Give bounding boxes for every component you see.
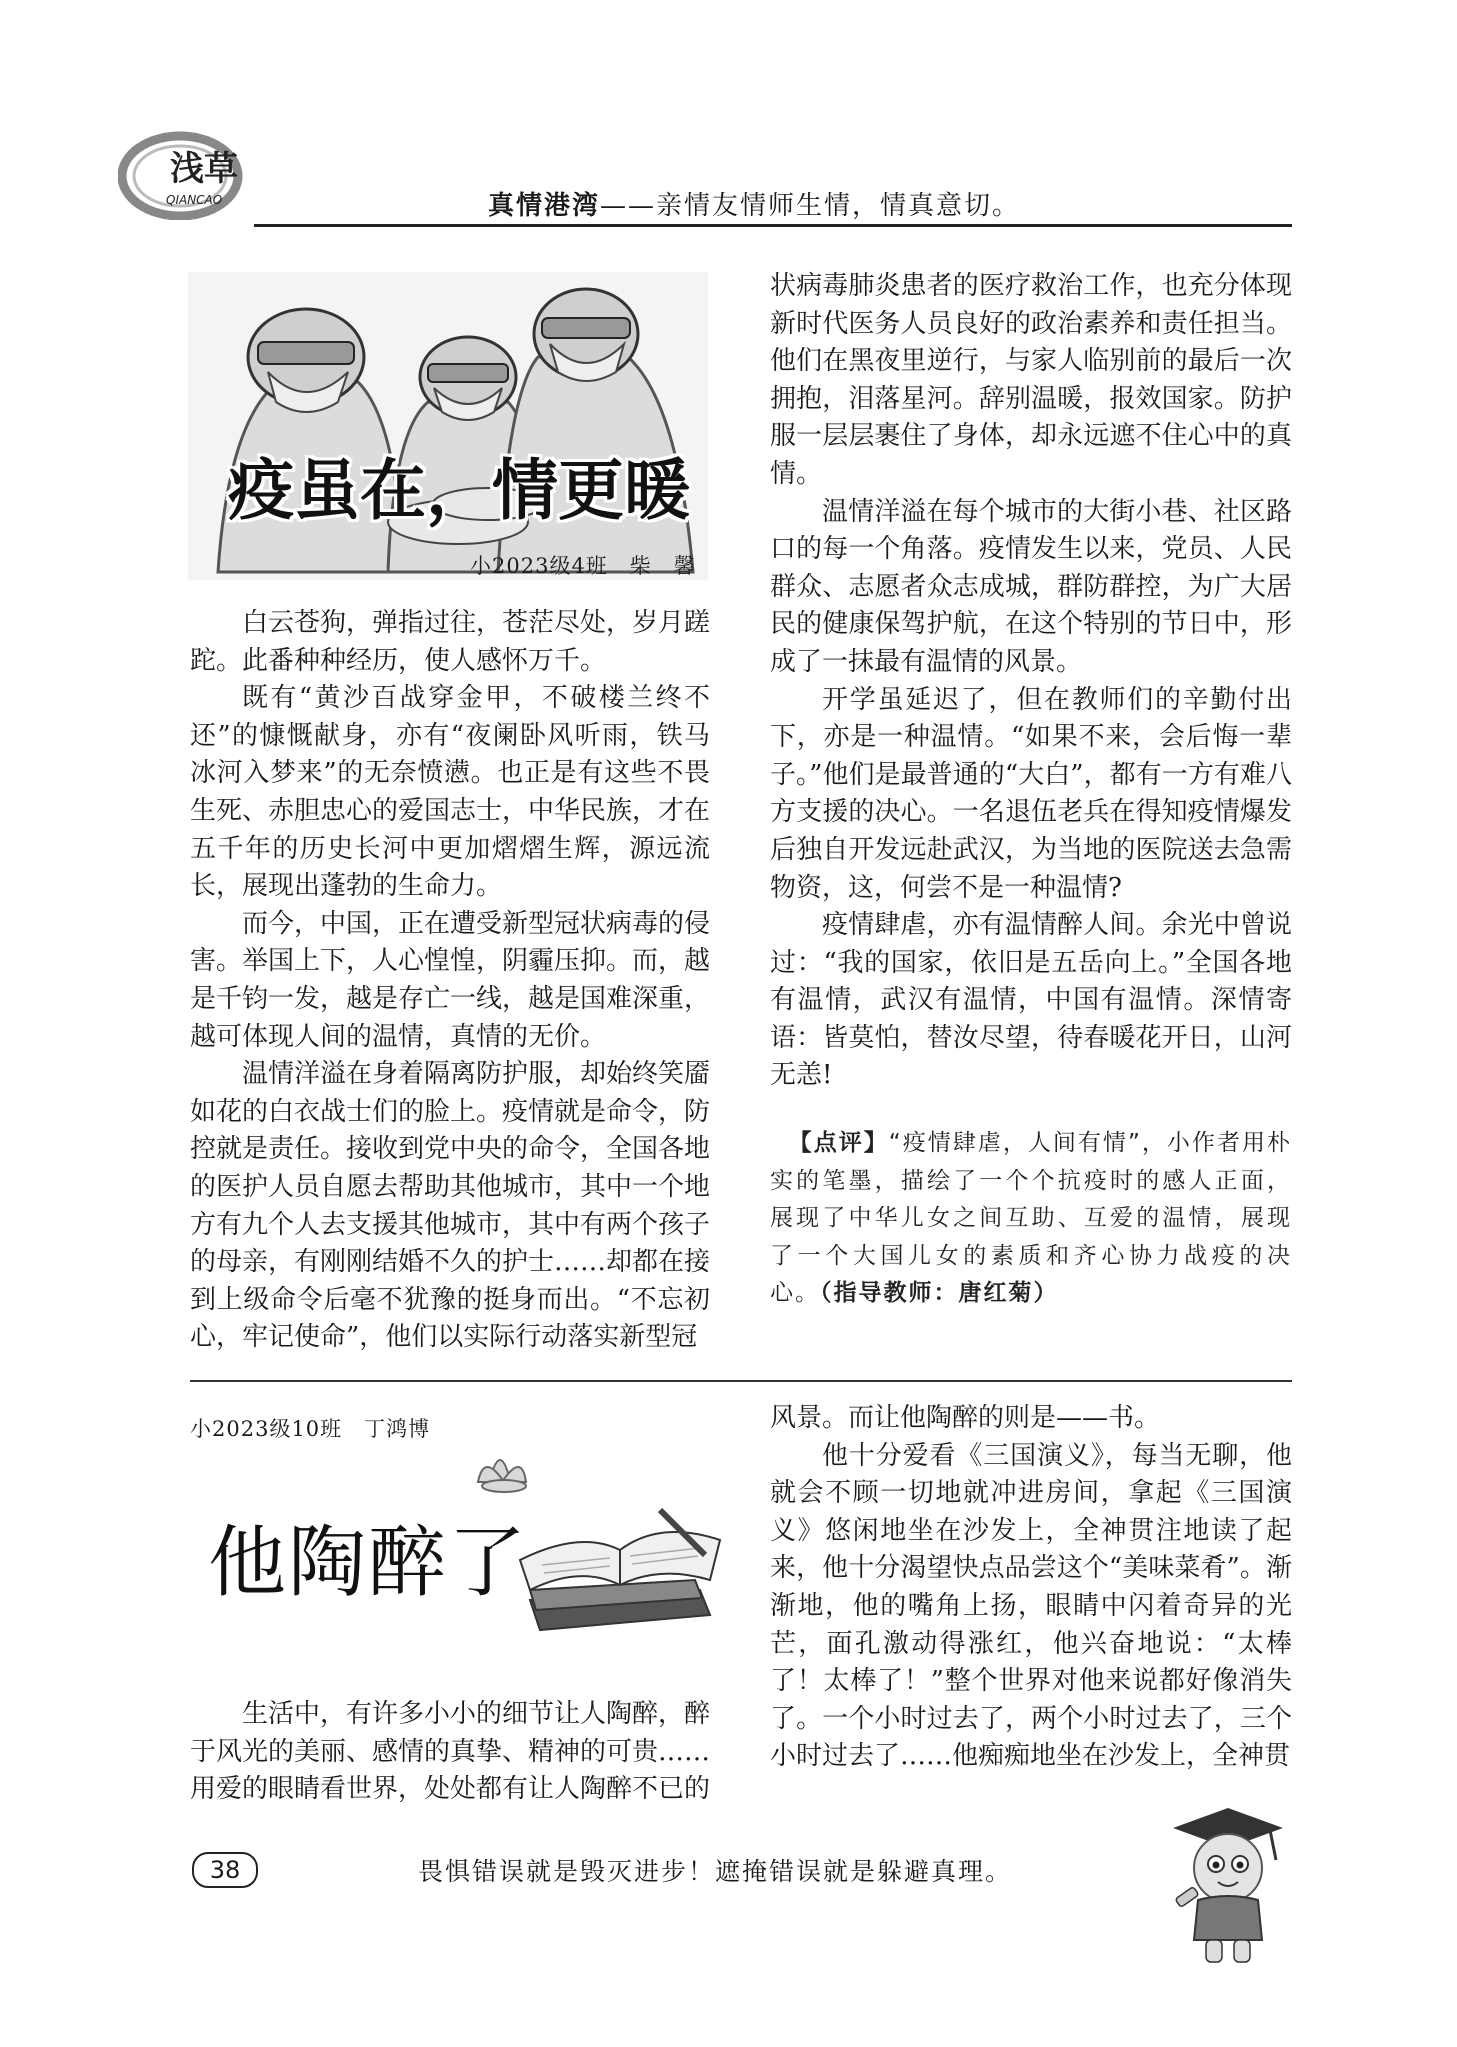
section-header [488,185,1020,222]
paragraph: 生活中，有许多小小的细节让人陶醉，醉于风光的美丽、感情的真挚、精神的可贵……用爱的眼睛看世界，处处都有让人陶醉不已的 [190,1699,711,1805]
review-text: “疫情肆虐，人间有情”，小作者用朴实的笔墨，描绘了一个个抗疫时的感人正面，展现了中华儿女之间互助、互爱的温情，展现了一个大国儿女的素质和齐心协力战疫的决心。 [770,1130,1292,1306]
section-tagline: ——亲情友情师生情，情真意切。 [600,191,1021,221]
paragraph: 而今，中国，正在遭受新型冠状病毒的侵害。举国上下，人心惶惶，阴霾压抑。而，越是千钧一发，越是存亡一线，越是国难深重，越可体现人间的温情，真情的无价。 [190,908,711,1052]
qiancao-logo [118,128,268,220]
page-number: 38 [192,1852,258,1888]
logo-subtext: QIANCAO [166,193,223,207]
graduate-mascot-icon [1158,1800,1298,1970]
header-divider [254,224,1292,227]
footer-motto: 畏惧错误就是毁灭进步！遮掩错误就是躲避真理。 [418,1857,1013,1886]
paragraph-continuation: 风景。而让他陶醉的则是——书。 [770,1403,1161,1433]
paragraph-continuation: 状病毒肺炎患者的医疗救治工作，也充分体现新时代医务人员良好的政治素养和责任担当。他们在黑夜里逆行，与家人临别前的最后一次拥抱，泪落星河。辞别温暖，报效国家。防护服一层层裹住了身体，却永远遮不住心中的真情。 [770,271,1292,489]
article1-byline: 小2023级4班 柴 馨 [470,554,696,578]
article2-title: 他陶醉了 [208,1518,529,1608]
paragraph: 疫情肆虐，亦有温情醉人间。余光中曾说过：“我的国家，依旧是五岳向上。”全国各地有温情，武汉有温情，中国有温情。深情寄语：皆莫怕，替汝尽望，待春暖花开日，山河无恙! [770,910,1292,1091]
paragraph: 他十分爱看《三国演义》，每当无聊，他就会不顾一切地就冲进房间，拿起《三国演义》悠闲地坐在沙发上，全神贯注地读了起来，他十分渴望快点品尝这个“美味菜肴”。渐渐地，他的嘴角上扬，眼睛中闪着奇异的光芒，面孔激动得涨红，他兴奋地说：“太棒了！太棒了！”整个世界对他来说都好像消失了。一个小时过去了，两个小时过去了，三个小时过去了……他痴痴地坐在沙发上，全神贯 [770,1440,1292,1772]
section-name: 真情港湾 [488,191,601,221]
review-teacher: （指导教师：唐红菊） [820,1280,1059,1306]
article1-left-column [190,605,710,1357]
article1-right-column [770,268,1292,1095]
paragraph: 白云苍狗，弹指过往，苍茫尽处，岁月蹉跎。此番种种经历，使人感怀万千。 [190,608,711,676]
article2-left-column [190,1696,710,1809]
paragraph: 温情洋溢在身着隔离防护服，却始终笑靥如花的白衣战士们的脸上。疫情就是命令，防控就是责任。接收到党中央的命令，全国各地的医护人员自愿去帮助其他城市，其中一个地方有九个人去支援其他城市，其中有两个孩子的母亲，有刚刚结婚不久的护士……却都在接到上级命令后毫不犹豫的挺身而出。“不忘初心，牢记使命”，他们以实际行动落实新型冠 [190,1059,711,1353]
medical-workers-illustration [188,272,708,580]
paragraph: 温情洋溢在每个城市的大街小巷、社区路口的每一个角落。疫情发生以来，党员、人民群众、志愿者众志成城，群防群控，为广大居民的健康保驾护航，在这个特别的节日中，形成了一抹最有温情的风景。 [770,496,1292,677]
paragraph: 既有“黄沙百战穿金甲，不破楼兰终不还”的慷慨献身，亦有“夜阑卧风听雨，铁马冰河入梦来”的无奈愤懑。也正是有这些不畏生死、赤胆忠心的爱国志士，中华民族，才在五千年的历史长河中更加熠熠生辉，源远流长，展现出蓬勃的生命力。 [190,683,711,902]
article2-byline: 小2023级10班 丁鸿博 [190,1417,431,1441]
teacher-review [770,1125,1292,1313]
review-tag: 【点评】 [788,1130,889,1156]
logo-text: 浅草 [170,149,238,189]
section-divider [190,1380,1292,1382]
paragraph: 开学虽延迟了，但在教师们的辛勤付出下，亦是一种温情。“如果不来，会后悔一辈子。”他们是最普通的“大白”，都有一方有难八方支援的决心。一名退伍老兵在得知疫情爆发后独自开发远赴武汉，为当地的医院送去急需物资，这，何尝不是一种温情? [770,684,1292,903]
article2-right-column [770,1400,1292,1776]
article1-title: 疫虽在，情更暖 [228,452,690,529]
